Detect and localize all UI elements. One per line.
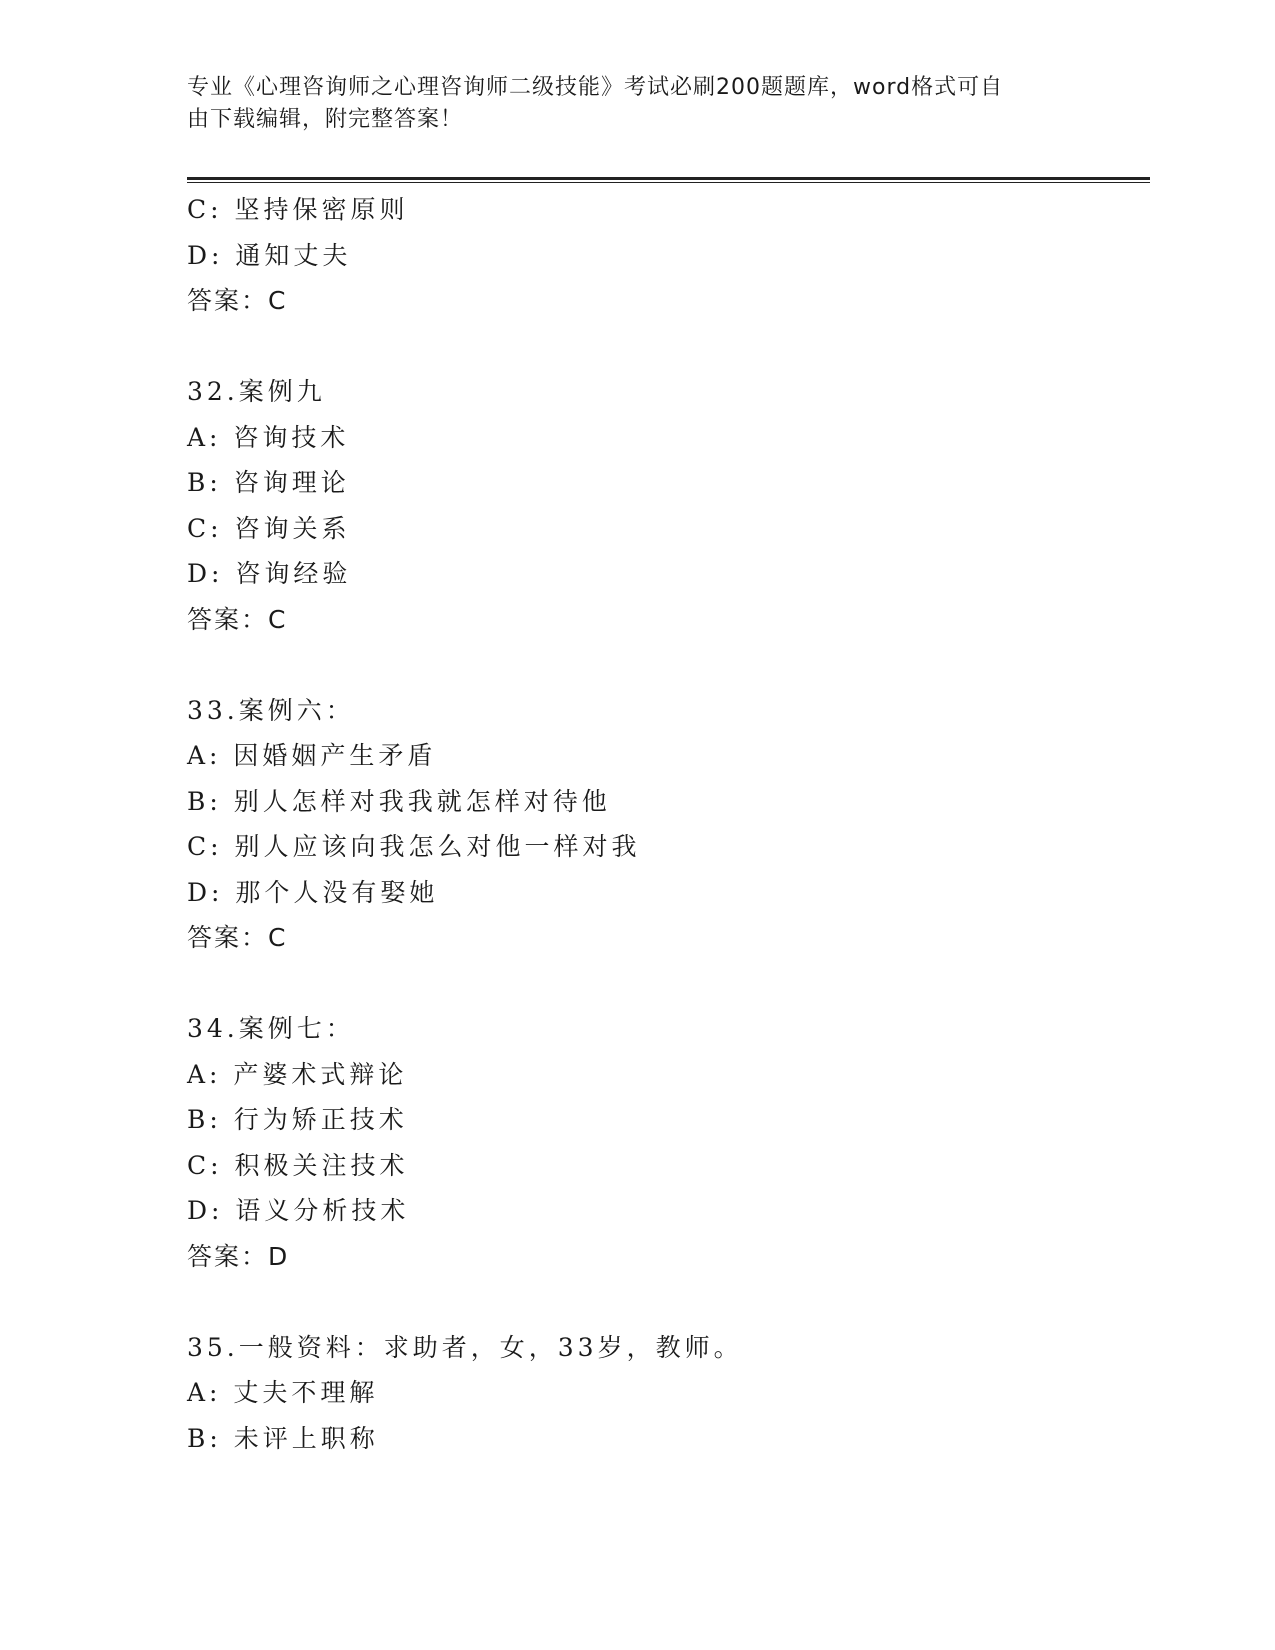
option-d: D: 语义分析技术 xyxy=(187,1196,410,1225)
option-d: D: 那个人没有娶她 xyxy=(187,877,439,907)
header-rule-thin xyxy=(187,182,1150,183)
option-c: C: 坚持保密原则 xyxy=(187,195,409,224)
option-d: D: 通知丈夫 xyxy=(187,240,352,270)
question-list xyxy=(187,187,1147,1461)
option-b: B: 行为矫正技术 xyxy=(187,1105,408,1134)
option-c: C: 咨询关系 xyxy=(187,513,351,543)
question-33 xyxy=(187,688,1147,961)
spacer xyxy=(187,324,1147,370)
option-a: A: 咨询技术 xyxy=(187,422,350,452)
question-title: 33.案例六： xyxy=(187,695,355,725)
question-title: 34.案例七： xyxy=(187,1014,355,1043)
header-line-2: 由下载编辑，附完整答案！ xyxy=(187,107,464,132)
document-header xyxy=(187,72,1067,136)
question-31-tail xyxy=(187,187,1147,324)
spacer xyxy=(187,642,1147,688)
question-35 xyxy=(187,1325,1147,1462)
option-b: B: 咨询理论 xyxy=(187,468,350,497)
question-32 xyxy=(187,369,1147,642)
header-line-1: 专业《心理咨询师之心理咨询师二级技能》考试必刷200题题库，word格式可自 xyxy=(187,75,1004,100)
option-d: D: 咨询经验 xyxy=(187,559,352,588)
option-a: A: 因婚姻产生矛盾 xyxy=(187,741,437,770)
answer-line: 答案：C xyxy=(187,286,288,315)
option-b: B: 别人怎样对我我就怎样对待他 xyxy=(187,786,611,816)
spacer xyxy=(187,1279,1147,1325)
option-c: C: 别人应该向我怎么对他一样对我 xyxy=(187,832,641,861)
answer-line: 答案：C xyxy=(187,604,288,634)
spacer xyxy=(187,961,1147,1007)
question-title: 32.案例九 xyxy=(187,377,326,406)
option-c: C: 积极关注技术 xyxy=(187,1150,409,1180)
question-title: 35.一般资料：求助者，女，33岁，教师。 xyxy=(187,1332,743,1362)
question-34 xyxy=(187,1006,1147,1279)
header-rule-thick xyxy=(187,177,1150,180)
option-a: A: 产婆术式辩论 xyxy=(187,1059,408,1089)
option-a: A: 丈夫不理解 xyxy=(187,1378,379,1407)
answer-line: 答案：C xyxy=(187,923,288,952)
answer-line: 答案：D xyxy=(187,1241,290,1271)
option-b: B: 未评上职称 xyxy=(187,1423,379,1453)
